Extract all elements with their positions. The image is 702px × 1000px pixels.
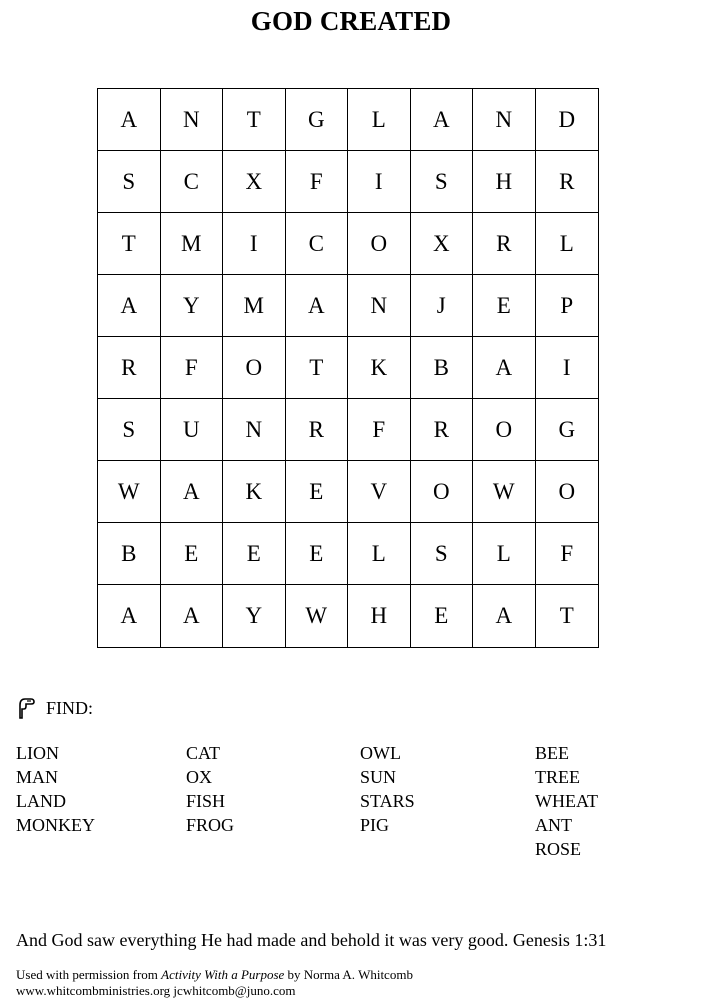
grid-cell: L: [536, 213, 599, 275]
grid-cell: U: [161, 399, 224, 461]
find-label: FIND:: [46, 697, 94, 718]
word-item: MAN: [16, 767, 59, 787]
grid-cell: S: [411, 523, 474, 585]
grid-cell: G: [286, 89, 349, 151]
grid-cell: S: [411, 151, 474, 213]
credit-suffix: by Norma A. Whitcomb: [284, 967, 413, 982]
word-item: OX: [186, 767, 212, 787]
grid-cell: F: [286, 151, 349, 213]
word-item: LAND: [16, 791, 66, 811]
bible-verse: And God saw everything He had made and behold it was very good. Genesis 1:31: [16, 930, 607, 950]
grid-cell: B: [411, 337, 474, 399]
page-title: GOD CREATED: [250, 6, 452, 36]
grid-cell: I: [536, 337, 599, 399]
grid-cell: T: [98, 213, 161, 275]
word-item: STARS: [360, 791, 415, 811]
grid-cell: W: [286, 585, 349, 647]
grid-cell: E: [161, 523, 224, 585]
grid-cell: C: [161, 151, 224, 213]
grid-cell: P: [536, 275, 599, 337]
grid-cell: O: [223, 337, 286, 399]
grid-cell: K: [348, 337, 411, 399]
grid-cell: Y: [161, 275, 224, 337]
word-item: PIG: [360, 815, 390, 835]
word-item: BEE: [535, 743, 569, 763]
grid-cell: K: [223, 461, 286, 523]
word-item: ANT: [535, 815, 572, 835]
grid-cell: T: [286, 337, 349, 399]
word-item: FROG: [186, 815, 235, 835]
word-item: FISH: [186, 791, 226, 811]
grid-cell: O: [411, 461, 474, 523]
grid-cell: G: [536, 399, 599, 461]
grid-cell: A: [98, 585, 161, 647]
grid-cell: R: [473, 213, 536, 275]
grid-cell: Y: [223, 585, 286, 647]
word-list-column-1: [16, 741, 95, 837]
credit-prefix: Used with permission from: [16, 967, 162, 982]
grid-cell: D: [536, 89, 599, 151]
grid-cell: O: [348, 213, 411, 275]
grid-cell: A: [473, 337, 536, 399]
grid-cell: R: [286, 399, 349, 461]
word-item: WHEAT: [535, 791, 598, 811]
grid-cell: E: [411, 585, 474, 647]
grid-cell: N: [473, 89, 536, 151]
word-item: TREE: [535, 767, 580, 787]
word-item: MONKEY: [16, 815, 95, 835]
grid-cell: L: [348, 523, 411, 585]
grid-cell: O: [473, 399, 536, 461]
grid-cell: F: [348, 399, 411, 461]
grid-cell: E: [286, 523, 349, 585]
grid-cell: N: [223, 399, 286, 461]
grid-cell: F: [161, 337, 224, 399]
grid-cell: L: [348, 89, 411, 151]
grid-cell: H: [348, 585, 411, 647]
grid-cell: C: [286, 213, 349, 275]
word-item: OWL: [360, 743, 401, 763]
credit-contact: www.whitcombministries.org jcwhitcomb@juno.com: [16, 983, 296, 998]
grid-cell: O: [536, 461, 599, 523]
grid-cell: X: [223, 151, 286, 213]
grid-cell: J: [411, 275, 474, 337]
grid-cell: M: [161, 213, 224, 275]
word-item: SUN: [360, 767, 397, 787]
grid-cell: A: [286, 275, 349, 337]
grid-cell: M: [223, 275, 286, 337]
grid-cell: R: [98, 337, 161, 399]
grid-cell: R: [536, 151, 599, 213]
grid-cell: S: [98, 151, 161, 213]
grid-cell: S: [98, 399, 161, 461]
grid-cell: A: [98, 275, 161, 337]
grid-cell: E: [473, 275, 536, 337]
grid-cell: A: [411, 89, 474, 151]
grid-cell: L: [473, 523, 536, 585]
word-search-grid: [97, 88, 599, 648]
grid-cell: W: [98, 461, 161, 523]
grid-cell: H: [473, 151, 536, 213]
grid-cell: W: [473, 461, 536, 523]
word-list-column-3: [360, 741, 415, 837]
grid-cell: A: [473, 585, 536, 647]
grid-cell: F: [536, 523, 599, 585]
grid-cell: R: [411, 399, 474, 461]
grid-cell: A: [161, 461, 224, 523]
grid-cell: X: [411, 213, 474, 275]
credit-book-title: Activity With a Purpose: [161, 967, 285, 982]
grid-cell: E: [286, 461, 349, 523]
grid-cell: I: [223, 213, 286, 275]
grid-cell: I: [348, 151, 411, 213]
word-item: CAT: [186, 743, 221, 763]
grid-cell: T: [559, 603, 574, 628]
grid-cell: T: [223, 89, 286, 151]
grid-cell: B: [98, 523, 161, 585]
word-item: LION: [16, 743, 59, 763]
credit-line: [16, 967, 413, 983]
find-header: [16, 696, 93, 720]
grid-cell: A: [98, 89, 161, 151]
grid-cell: V: [348, 461, 411, 523]
word-item: ROSE: [535, 839, 582, 859]
grid-cell: E: [223, 523, 286, 585]
word-list-column-4: [535, 741, 598, 861]
grid-cell: N: [161, 89, 224, 151]
credit-block: [16, 967, 413, 999]
grid-cell: N: [348, 275, 411, 337]
grid-cell: A: [161, 585, 224, 647]
word-list-column-2: [186, 741, 234, 837]
pointing-hand-icon: [16, 696, 36, 720]
